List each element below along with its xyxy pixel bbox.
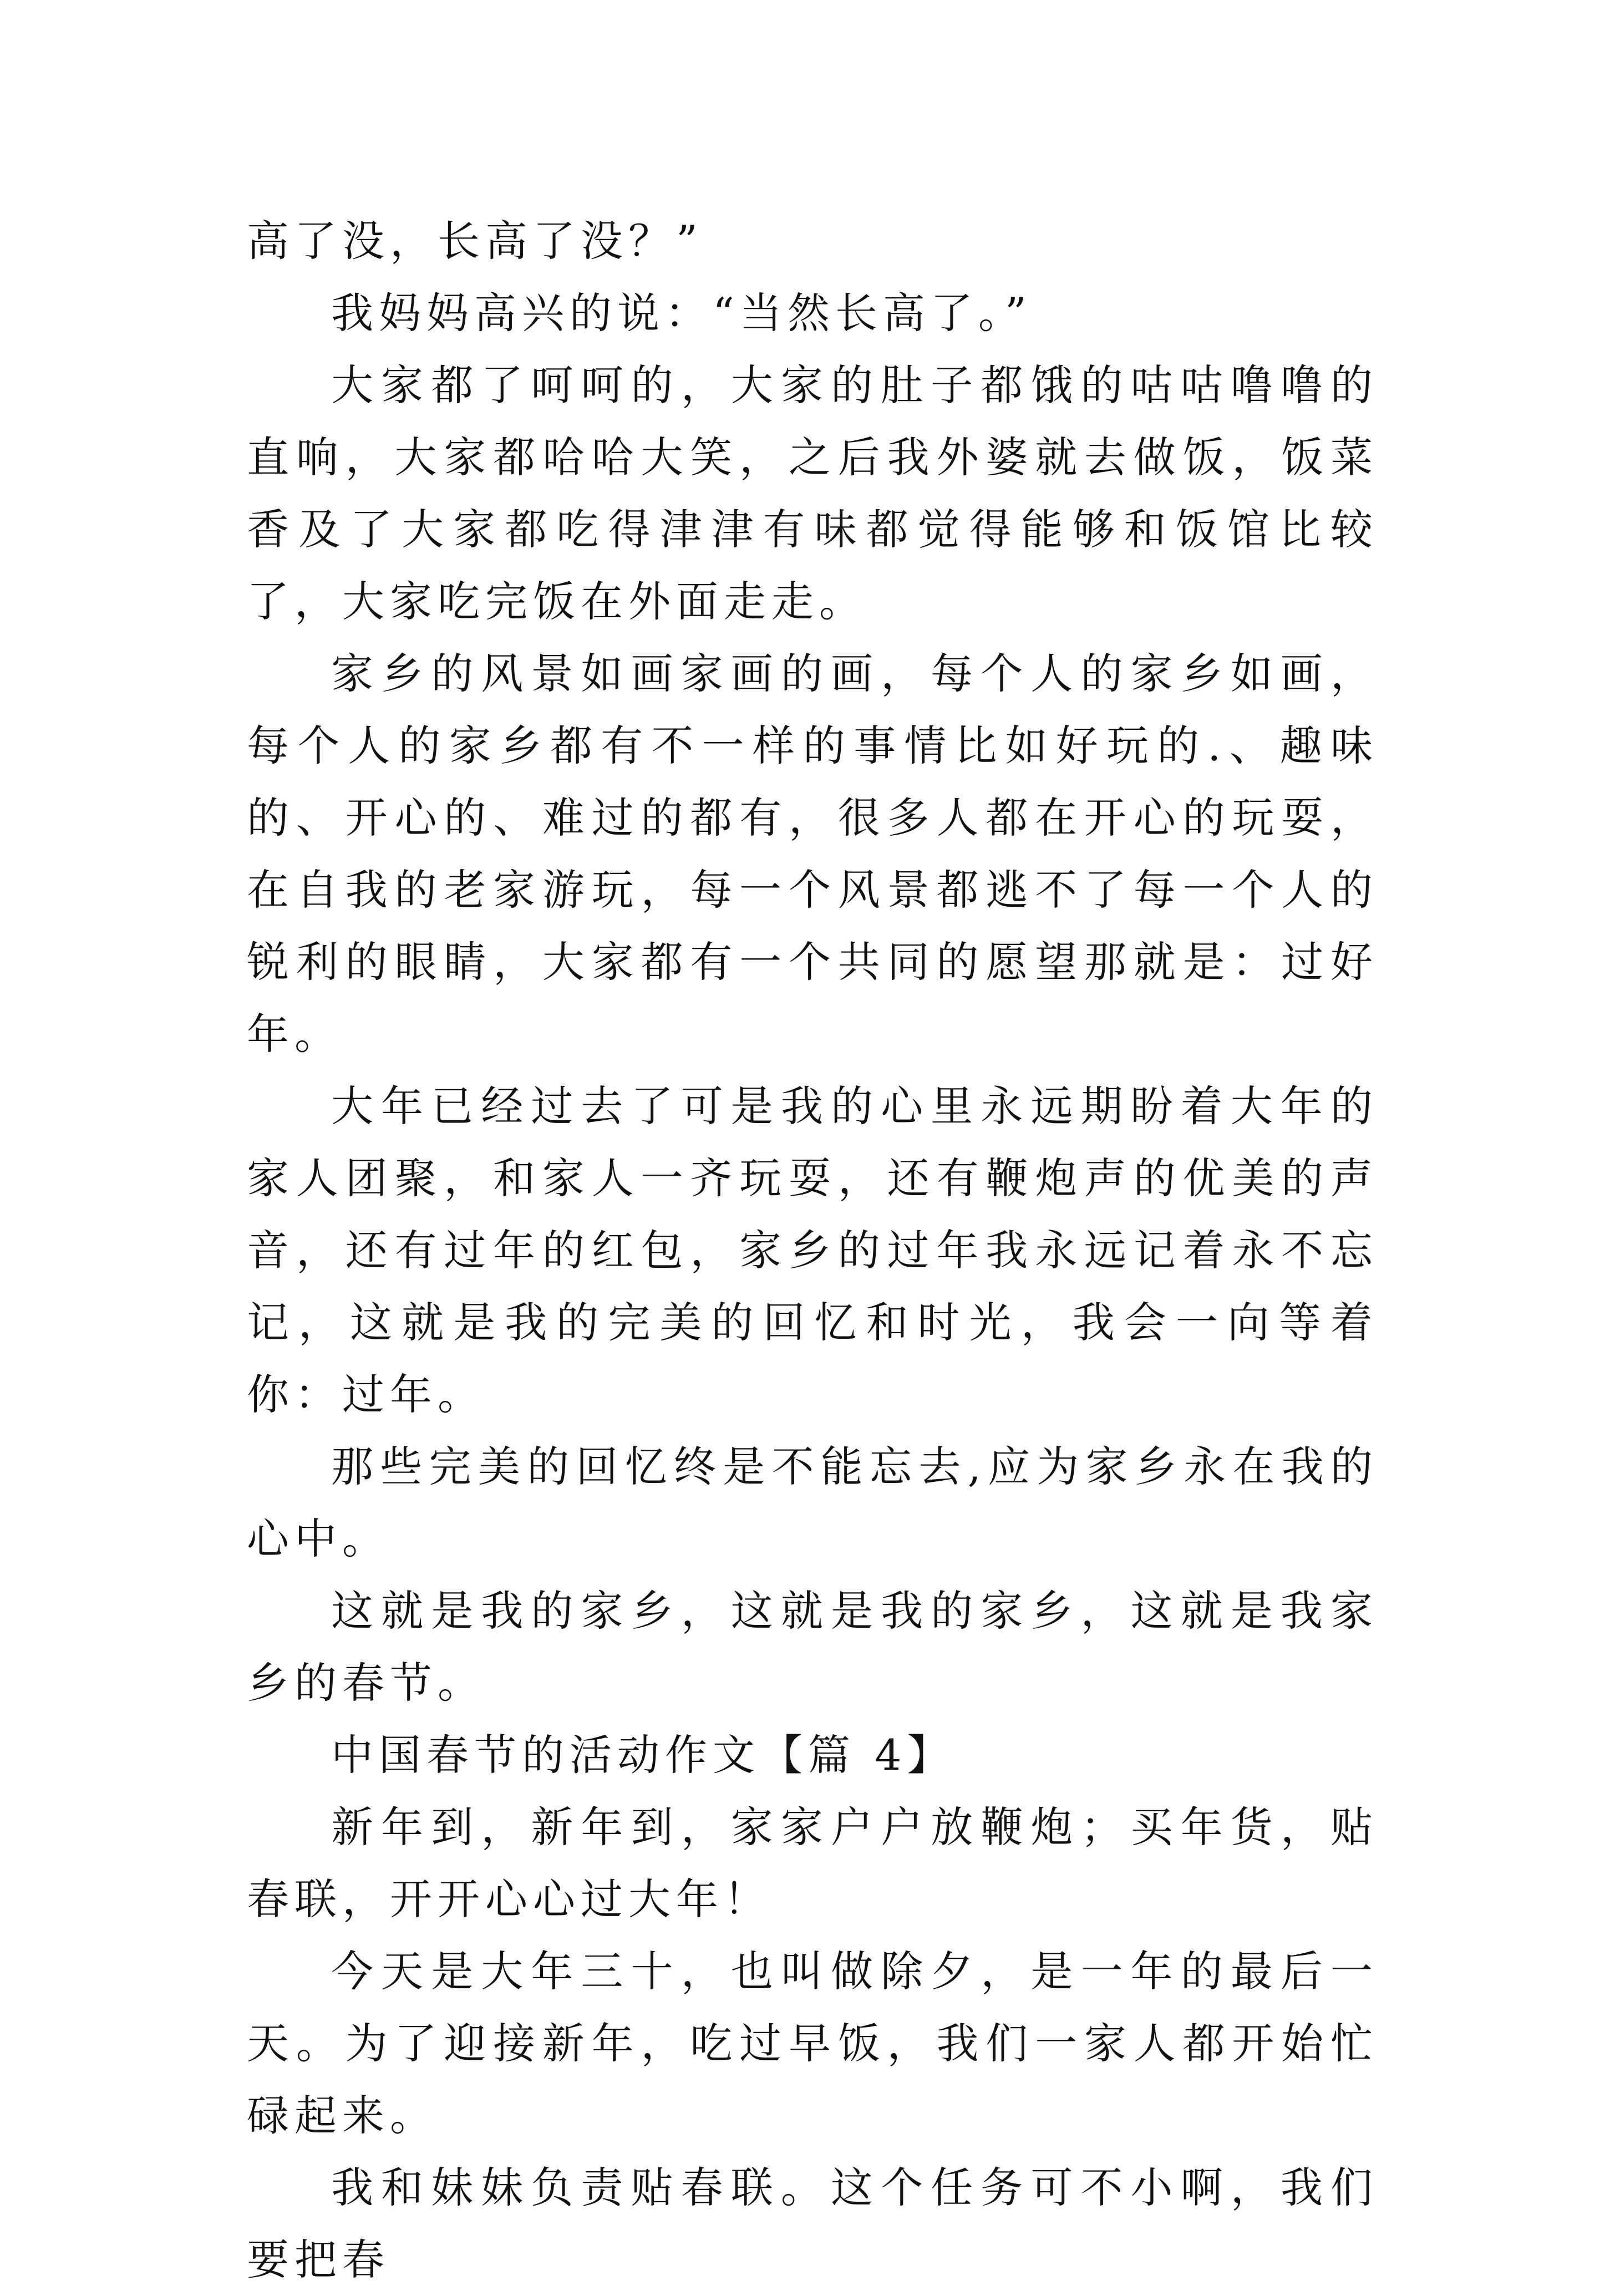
paragraph-2: 我妈妈高兴的说：“当然长高了。” — [331, 288, 1032, 338]
paragraph-7: 这就是我的家乡，这就是我的家乡，这就是我家乡的春节。 — [247, 1586, 1378, 1708]
paragraph-9: 今天是大年三十，也叫做除夕，是一年的最后一天。为了迎接新年，吃过早饭，我们一家人都开始忙碌起来。 — [247, 1947, 1378, 2140]
section-heading: 中国春节的活动作文【篇 4】 — [331, 1730, 955, 1780]
paragraph-5: 大年已经过去了可是我的心里永远期盼着大年的家人团聚，和家人一齐玩耍，还有鞭炮声的优美的声音，还有过年的红包，家乡的过年我永远记着永不忘记，这就是我的完美的回忆和时光，我会一向等着你：过年。 — [247, 1081, 1378, 1419]
paragraph-8: 新年到，新年到，家家户户放鞭炮；买年货，贴春联，开开心心过大年！ — [247, 1802, 1378, 1924]
paragraph-1: 高了没，长高了没？” — [247, 216, 703, 266]
paragraph-10: 我和妹妹负责贴春联。这个任务可不小啊，我们要把春 — [247, 2163, 1378, 2284]
paragraph-3: 大家都了呵呵的，大家的肚子都饿的咕咕噜噜的直响，大家都哈哈大笑，之后我外婆就去做饭，饭菜香及了大家都吃得津津有味都觉得能够和饭馆比较了，大家吃完饭在外面走走。 — [247, 360, 1378, 626]
paragraph-4: 家乡的风景如画家画的画，每个人的家乡如画，每个人的家乡都有不一样的事情比如好玩的.、趣味的、开心的、难过的都有，很多人都在开心的玩耍，在自我的老家游玩，每一个风景都逃不了每一个人的锐利的眼睛，大家都有一个共同的愿望那就是：过好年。 — [247, 649, 1378, 1059]
document-body — [247, 205, 1378, 2296]
paragraph-6: 那些完美的回忆终是不能忘去,应为家乡永在我的心中。 — [247, 1442, 1378, 1563]
